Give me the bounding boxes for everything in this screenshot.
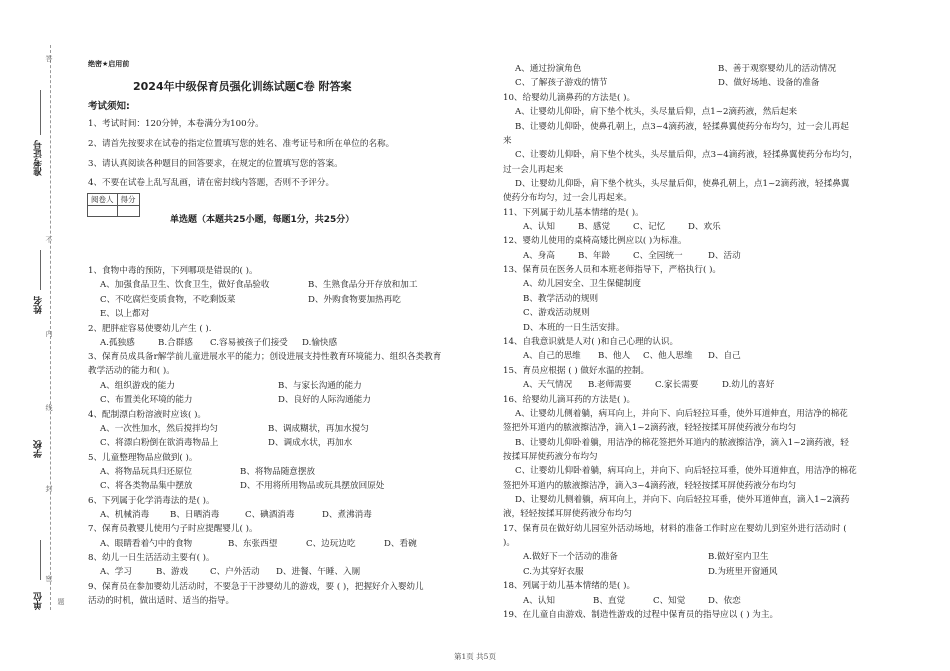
question-stem: 4、配制漂白粉溶液时应该( )。 [88, 410, 207, 420]
question-stem: 16、给婴幼儿滴耳药的方法是( )。 [503, 395, 636, 405]
question-line: C、让婴幼儿仰卧，肩下垫个枕头，头尽量后仰，点3~4滴药液，轻揉鼻翼使药分布均匀， [515, 150, 858, 160]
question-line: 签把外耳道内的脓液擦洁净，滴入3~4滴药液，轻轻按揉耳屏使药液分布均匀 [503, 481, 797, 491]
question-line: A、学习 [100, 567, 132, 577]
question-line: C、将漂白粉倒在欲消毒物品上 [100, 438, 219, 448]
question-line: D、不用将所用物品或玩具摆放回原处 [240, 481, 385, 491]
question-line: )。 [503, 538, 515, 548]
question-stem: 9、保育员在参加婴幼儿活动时，不要急于干涉婴幼儿的游戏，要 ( )，把握好介入婴幼儿 [88, 582, 424, 592]
question-line: C、他人思维 [643, 351, 693, 361]
question-line: C.容易被孩子们接受 [210, 338, 288, 348]
question-line: 签把外耳道内的脓液擦洁净，滴入1~2滴药液，轻轻按揉耳屏使药液分布均匀 [503, 423, 797, 433]
question-line: C、布置美化环境的能力 [100, 395, 193, 405]
exam-number-label: 准考证号 [34, 140, 44, 176]
question-line: B、让婴幼儿仰卧，使鼻孔朝上，点3~4滴药液，轻揉鼻翼使药分布均匀，过一会儿再起 [515, 122, 849, 132]
question-stem: 14、自我意识就是人对( )和自己心理的认识。 [503, 337, 679, 347]
seal-mark: 答 [45, 55, 53, 62]
question-line: C、不吃腐烂变质食物，不吃剩饭菜 [100, 295, 236, 305]
question-line: 教学活动的能力和( )。 [88, 366, 175, 376]
question-line: 液，轻轻按揉耳屏使药液分布均匀 [503, 509, 632, 519]
question-line: D、欢乐 [688, 222, 721, 232]
instruction-item: 4、不要在试卷上乱写乱画，请在密封线内答题，否则不予评分。 [88, 178, 335, 188]
question-line: A、让婴幼儿仰卧，肩下垫个枕头，头尽量后仰，点1~2滴药液，然后起来 [515, 107, 798, 117]
question-line: 按揉耳屏使药液分布均匀 [503, 452, 598, 462]
question-line: B、调成糊状，再加水搅匀 [268, 424, 369, 434]
section-heading: 单选题（本题共25小题，每题1分，共25分） [170, 215, 355, 225]
question-stem: 17、保育员在做好幼儿园室外活动场地，材料的准备工作时应在婴幼儿到室外进行活动时 ( [503, 524, 847, 534]
question-line: D、外购食物要加热再吃 [308, 295, 401, 305]
question-stem: 18、列属于幼儿基本情绪的是( )。 [503, 581, 636, 591]
question-line: D、活动 [708, 251, 741, 261]
question-line: C、碘酒消毒 [245, 510, 295, 520]
binding-line [50, 45, 51, 610]
question-line: B、教学活动的规则 [523, 294, 599, 304]
question-line: C、了解孩子游戏的情节 [515, 78, 608, 88]
question-line: D、依恋 [708, 596, 741, 606]
name-blank[interactable] [40, 250, 41, 290]
question-line: D、看碗 [384, 539, 417, 549]
question-line: A、一次性加水，然后搅拌均匀 [100, 424, 218, 434]
question-line: D、调成水状，再加水 [268, 438, 353, 448]
seal-mark: 不 [45, 236, 53, 243]
score-table [87, 193, 140, 217]
instruction-item: 2、请首先按要求在试卷的指定位置填写您的姓名、准考证号和所在单位的名称。 [88, 139, 395, 149]
unit-blank[interactable] [40, 540, 41, 580]
question-line: A、认知 [523, 596, 555, 606]
question-line: B、年龄 [578, 251, 611, 261]
name-label: 姓名 [34, 296, 44, 314]
question-stem: 1、食物中毒的预防，下列哪项是错误的( )。 [88, 266, 258, 276]
question-line: D、进餐、午睡、入厕 [276, 567, 361, 577]
question-line: C、边玩边吃 [306, 539, 356, 549]
page-footer: 第1页 共5页 [454, 652, 496, 661]
secret-mark: 绝密★启用前 [88, 60, 130, 68]
question-line: E、以上都对 [100, 309, 150, 319]
question-line: C、让婴幼儿仰卧着躺，病耳向上，并向下、向后轻拉耳垂，使外耳道伸直，用洁净的棉花 [515, 466, 857, 476]
question-line: C、知觉 [653, 596, 686, 606]
instructions-heading: 考试须知: [88, 101, 130, 112]
question-line: D、让婴幼儿仰卧，肩下垫个枕头，头尽量后仰，使鼻孔朝上，点1~2滴药液，轻揉鼻翼 [515, 179, 850, 189]
question-line: 来 [503, 136, 512, 146]
question-line: D、良好的人际沟通能力 [278, 395, 371, 405]
question-line: A、组织游戏的能力 [100, 381, 175, 391]
question-line: A、加强食品卫生、饮食卫生，做好食品验收 [100, 280, 270, 290]
question-line: B、善于观察婴幼儿的活动情况 [718, 64, 837, 74]
seal-mark: 密 [45, 575, 53, 582]
question-line: A.孤独感 [100, 338, 135, 348]
question-line: C、游戏活动规则 [523, 308, 590, 318]
exam-number-blank[interactable] [40, 90, 41, 135]
question-line: 活动的时机，做出适时、适当的指导。 [88, 596, 235, 606]
question-line: A、让婴幼儿侧着躺，病耳向上，并向下、向后轻拉耳垂，使外耳道伸直，用洁净的棉花 [515, 409, 848, 419]
question-line: B.老师需要 [588, 380, 632, 390]
question-line: A、幼儿园安全、卫生保健制度 [523, 279, 641, 289]
question-line: B、与家长沟通的能力 [278, 381, 362, 391]
question-line: B、东张西望 [228, 539, 278, 549]
instruction-item: 3、请认真阅读各种题目的回答要求，在规定的位置填写您的答案。 [88, 159, 343, 169]
score-input[interactable] [117, 206, 139, 217]
unit-label: 单位 [34, 592, 44, 610]
seal-mark: 封 [45, 485, 53, 492]
question-line: A、机械消毒 [100, 510, 150, 520]
question-line: A、认知 [523, 222, 555, 232]
question-line: A、通过扮演角色 [515, 64, 582, 74]
instruction-item: 1、考试时间：120分钟，本卷满分为100分。 [88, 119, 264, 129]
question-line: B、生熟食品分开存放和加工 [308, 280, 418, 290]
school-label: 学校 [34, 440, 44, 458]
question-stem: 10、给婴幼儿滴鼻药的方法是( )。 [503, 93, 636, 103]
question-stem: 13、保育员在医务人员和本班老师指导下，严格执行( )。 [503, 265, 722, 275]
question-stem: 15、育员应根据 ( ) 做好水温的控制。 [503, 366, 650, 376]
question-line: B.合群感 [158, 338, 193, 348]
seal-mark: 题 [57, 598, 65, 605]
question-line: B.做好室内卫生 [708, 552, 769, 562]
question-stem: 2、肥胖症容易使婴幼儿产生 ( ). [88, 324, 212, 334]
seal-mark: 线 [45, 404, 53, 411]
question-stem: 5、儿童整理物品应做到( )。 [88, 453, 198, 463]
question-line: D、做好场地、设备的准备 [718, 78, 820, 88]
question-line: A、眼睛看着勺中的食物 [100, 539, 193, 549]
question-stem: 11、下列属于幼儿基本情绪的是( )。 [503, 208, 644, 218]
question-line: B、他人 [598, 351, 631, 361]
page-title: 2024年中级保育员强化训练试题C卷 附答案 [133, 80, 352, 93]
question-line: C.家长需要 [655, 380, 699, 390]
question-line: B、游戏 [156, 567, 189, 577]
question-stem: 3、保育员成具备r解学前儿童进展水平的能力；创设进展支持性教育环境能力、组织各类教育 [88, 352, 442, 362]
question-line: 过一会儿再起来 [503, 165, 564, 175]
question-stem: 8、幼儿一日生活活动主要有( )。 [88, 553, 215, 563]
question-line: B、将物品随意摆放 [240, 467, 316, 477]
question-line: 使药分布均匀，过一会儿再起来。 [503, 193, 632, 203]
question-line: A、将物品玩具归还原位 [100, 467, 193, 477]
question-line: D.幼儿的喜好 [722, 380, 775, 390]
question-line: D、自己 [708, 351, 741, 361]
question-line: B、感觉 [578, 222, 611, 232]
question-line: C、全园统一 [633, 251, 683, 261]
question-line: C、户外活动 [210, 567, 260, 577]
question-line: D、让婴幼儿侧着躺，病耳向上，并向下、向后轻拉耳垂，使外耳道伸直，滴入1~2滴药 [515, 495, 850, 505]
question-line: D、煮沸消毒 [322, 510, 372, 520]
question-stem: 19、在儿童自由游戏、制造性游戏的过程中保育员的指导应以 ( ) 为主。 [503, 610, 779, 620]
reviewer-cell: 阅卷人 [88, 194, 118, 206]
question-line: C、记忆 [633, 222, 666, 232]
question-line: A、天气情况 [523, 380, 573, 390]
question-line: B、日晒消毒 [170, 510, 220, 520]
question-line: D.愉快感 [302, 338, 338, 348]
question-line: D.为班里开窗通风 [708, 567, 778, 577]
question-stem: 6、下列属于化学消毒法的是( )。 [88, 496, 215, 506]
question-line: D、本班的一日生活安排。 [523, 323, 625, 333]
reviewer-input[interactable] [88, 206, 118, 217]
question-stem: 12、婴幼儿使用的桌椅高矮比例应以( )为标准。 [503, 236, 687, 246]
question-line: C、将各类物品集中摆放 [100, 481, 193, 491]
question-line: B、让婴幼儿仰卧着躺，用洁净的棉花签把外耳道内的脓液擦洁净，滴入1~2滴药液，轻 [515, 438, 849, 448]
question-line: A、自己的思维 [523, 351, 581, 361]
question-stem: 7、保育员教婴儿使用勺子时应提醒婴儿( )。 [88, 524, 258, 534]
score-cell: 得分 [117, 194, 139, 206]
question-line: A.做好下一个活动的准备 [523, 552, 618, 562]
question-line: C.为其穿好衣服 [523, 567, 584, 577]
seal-mark: 内 [45, 330, 53, 337]
question-line: B、直觉 [593, 596, 626, 606]
question-line: A、身高 [523, 251, 555, 261]
